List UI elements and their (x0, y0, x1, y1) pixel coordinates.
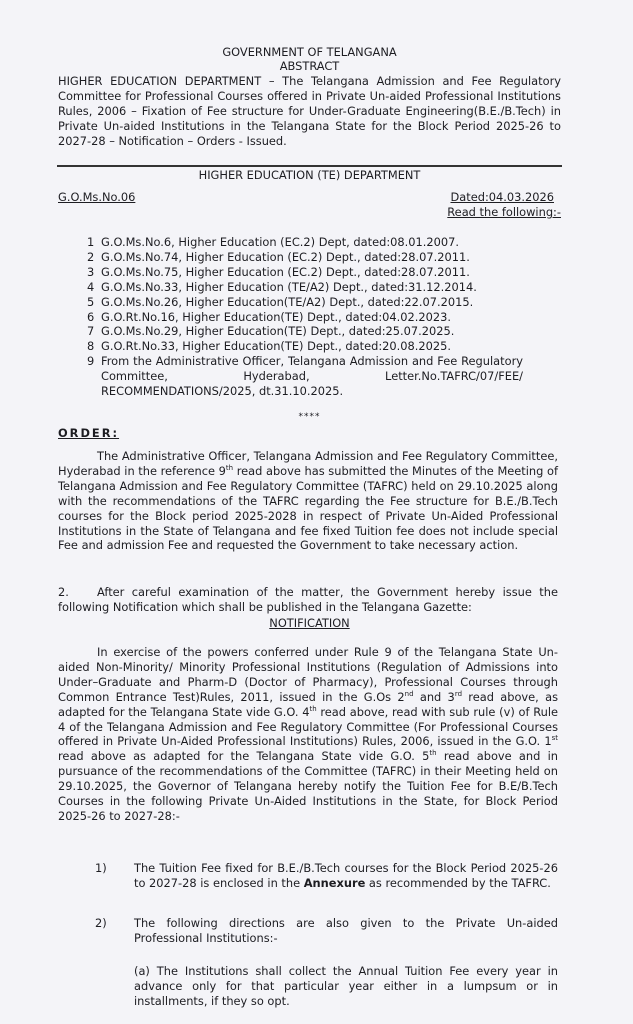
order-heading: ORDER: (58, 426, 120, 440)
abstract-title: ABSTRACT (279, 59, 340, 73)
reference-item: 2 G.O.Ms.No.74, Higher Education (EC.2) Dept., dated:28.07.2011. (87, 249, 470, 264)
order-paragraph-1: The Administrative Officer, Telangana Admission and Fee Regulatory Committee, Hyderabad in the reference 9th read above has submitted the Minutes of the Meeting of Telangana Admission and Fee Regulatory Committee (TAFRC) held on 29.10.2025 along with the recommendations of the TAFRC regarding the Fee structure for B.E./B.Tech courses for the Block period 2025-2028 in respect of Private Un-Aided Professional Institutions in the State of Telangana and fee fixed Tuition fee does not include special Fee and admission Fee and requested the Government to take necessary action. (58, 449, 558, 553)
order-heading-row (58, 426, 561, 441)
reference-item: 1 G.O.Ms.No.6, Higher Education (EC.2) Dept, dated:08.01.2007. (87, 235, 460, 249)
header-divider (57, 165, 562, 167)
reference-item: 6 G.O.Rt.No.16, Higher Education(TE) Dept., dated:04.02.2023. (87, 309, 452, 324)
annexure-bold: Annexure (303, 875, 366, 890)
notification-item-2: 2) The following directions are also given to the Private Un-aided Professional Institutions:- (95, 916, 558, 945)
reference-item: 3 G.O.Ms.No.75, Higher Education (EC.2) Dept., dated:28.07.2011. (87, 264, 470, 279)
direction-a: (a) The Institutions shall collect the Annual Tuition Fee every year in advance only for that particular year either in a lumpsum or in installments, if they so opt. (134, 964, 558, 1008)
reference-item: 9 From the Administrative Officer, Telangana Admission and Fee Regulatory Committee, Hyderabad, Letter.No.TAFRC/07/FEE/ RECOMMENDATIONS/2025, dt.31.10.2025. (87, 354, 523, 399)
go-number: G.O.Ms.No.06 (58, 190, 136, 204)
reference-item: 4 G.O.Ms.No.33, Higher Education (TE/A2) Dept., dated:31.12.2014. (87, 279, 477, 294)
government-title: GOVERNMENT OF TELANGANA (222, 45, 397, 59)
notification-item-1: 1) The Tuition Fee fixed for B.E./B.Tech courses for the Block Period 2025-26 to 2027-28 is enclosed in the Annexure as recommended by the TAFRC. (95, 861, 558, 890)
notification-heading: NOTIFICATION (269, 616, 350, 630)
reference-item: 8 G.O.Rt.No.33, Higher Education(TE) Dept., dated:20.08.2025. (87, 339, 452, 354)
reference-item: 5 G.O.Ms.No.26, Higher Education(TE/A2) Dept., dated:22.07.2015. (87, 294, 474, 309)
read-following: Read the following:- (447, 205, 561, 219)
subject-abstract: HIGHER EDUCATION DEPARTMENT – The Telangana Admission and Fee Regulatory Committee for Professional Courses offered in Private Un-aided Professional Institutions Rules, 2006 – Fixation of Fee structure for Under-Graduate Engineering(B.E./B.Tech) in Private Un-aided Institutions in the Telangana State for the Block Period 2025-26 to 2027-28 – Notification – Orders - Issued. (58, 74, 561, 148)
reference-item: 7 G.O.Ms.No.29, Higher Education(TE) Dept., dated:25.07.2025. (87, 324, 455, 339)
department-heading: HIGHER EDUCATION (TE) DEPARTMENT (198, 168, 421, 182)
read-following-row (58, 205, 561, 220)
references-list (87, 235, 547, 399)
notification-heading-row (58, 616, 561, 631)
notification-paragraph: In exercise of the powers conferred under Rule 9 of the Telangana State Un-aided Non-Minority/ Minority Professional Institutions (Regulation of Admissions into Under–Graduate and Pharm-D (Doctor of Pharmacy), Professional Courses through Common Entrance Test)Rules, 2011, issued in the G.Os 2nd and 3rd read above, as adapted for the Telangana State vide G.O. 4th read above, read with sub rule (v) of Rule 4 of the Telangana Admission and Fee Regulatory Committee (For Professional Courses offered in Private Un-Aided Professional Institutions) Rules, 2006, issued in the G.O. 1st read above as adapted for the Telangana State vide G.O. 5th read above and in pursuance of the recommendations of the Committee (TAFRC) in their Meeting held on 29.10.2025, the Governor of Telangana hereby notify the Tuition Fee for B.E/B.Tech Courses in the following Private Un-Aided Institutions in the State, for Block Period 2025-26 to 2027-28:- (58, 645, 559, 823)
go-number-row (58, 190, 561, 205)
order-paragraph-2: 2. After careful examination of the matter, the Government hereby issue the following Notification which shall be published in the Telangana Gazette: (58, 585, 558, 614)
dated: Dated:04.03.2026 (450, 190, 554, 204)
separator-stars: **** (298, 412, 321, 422)
